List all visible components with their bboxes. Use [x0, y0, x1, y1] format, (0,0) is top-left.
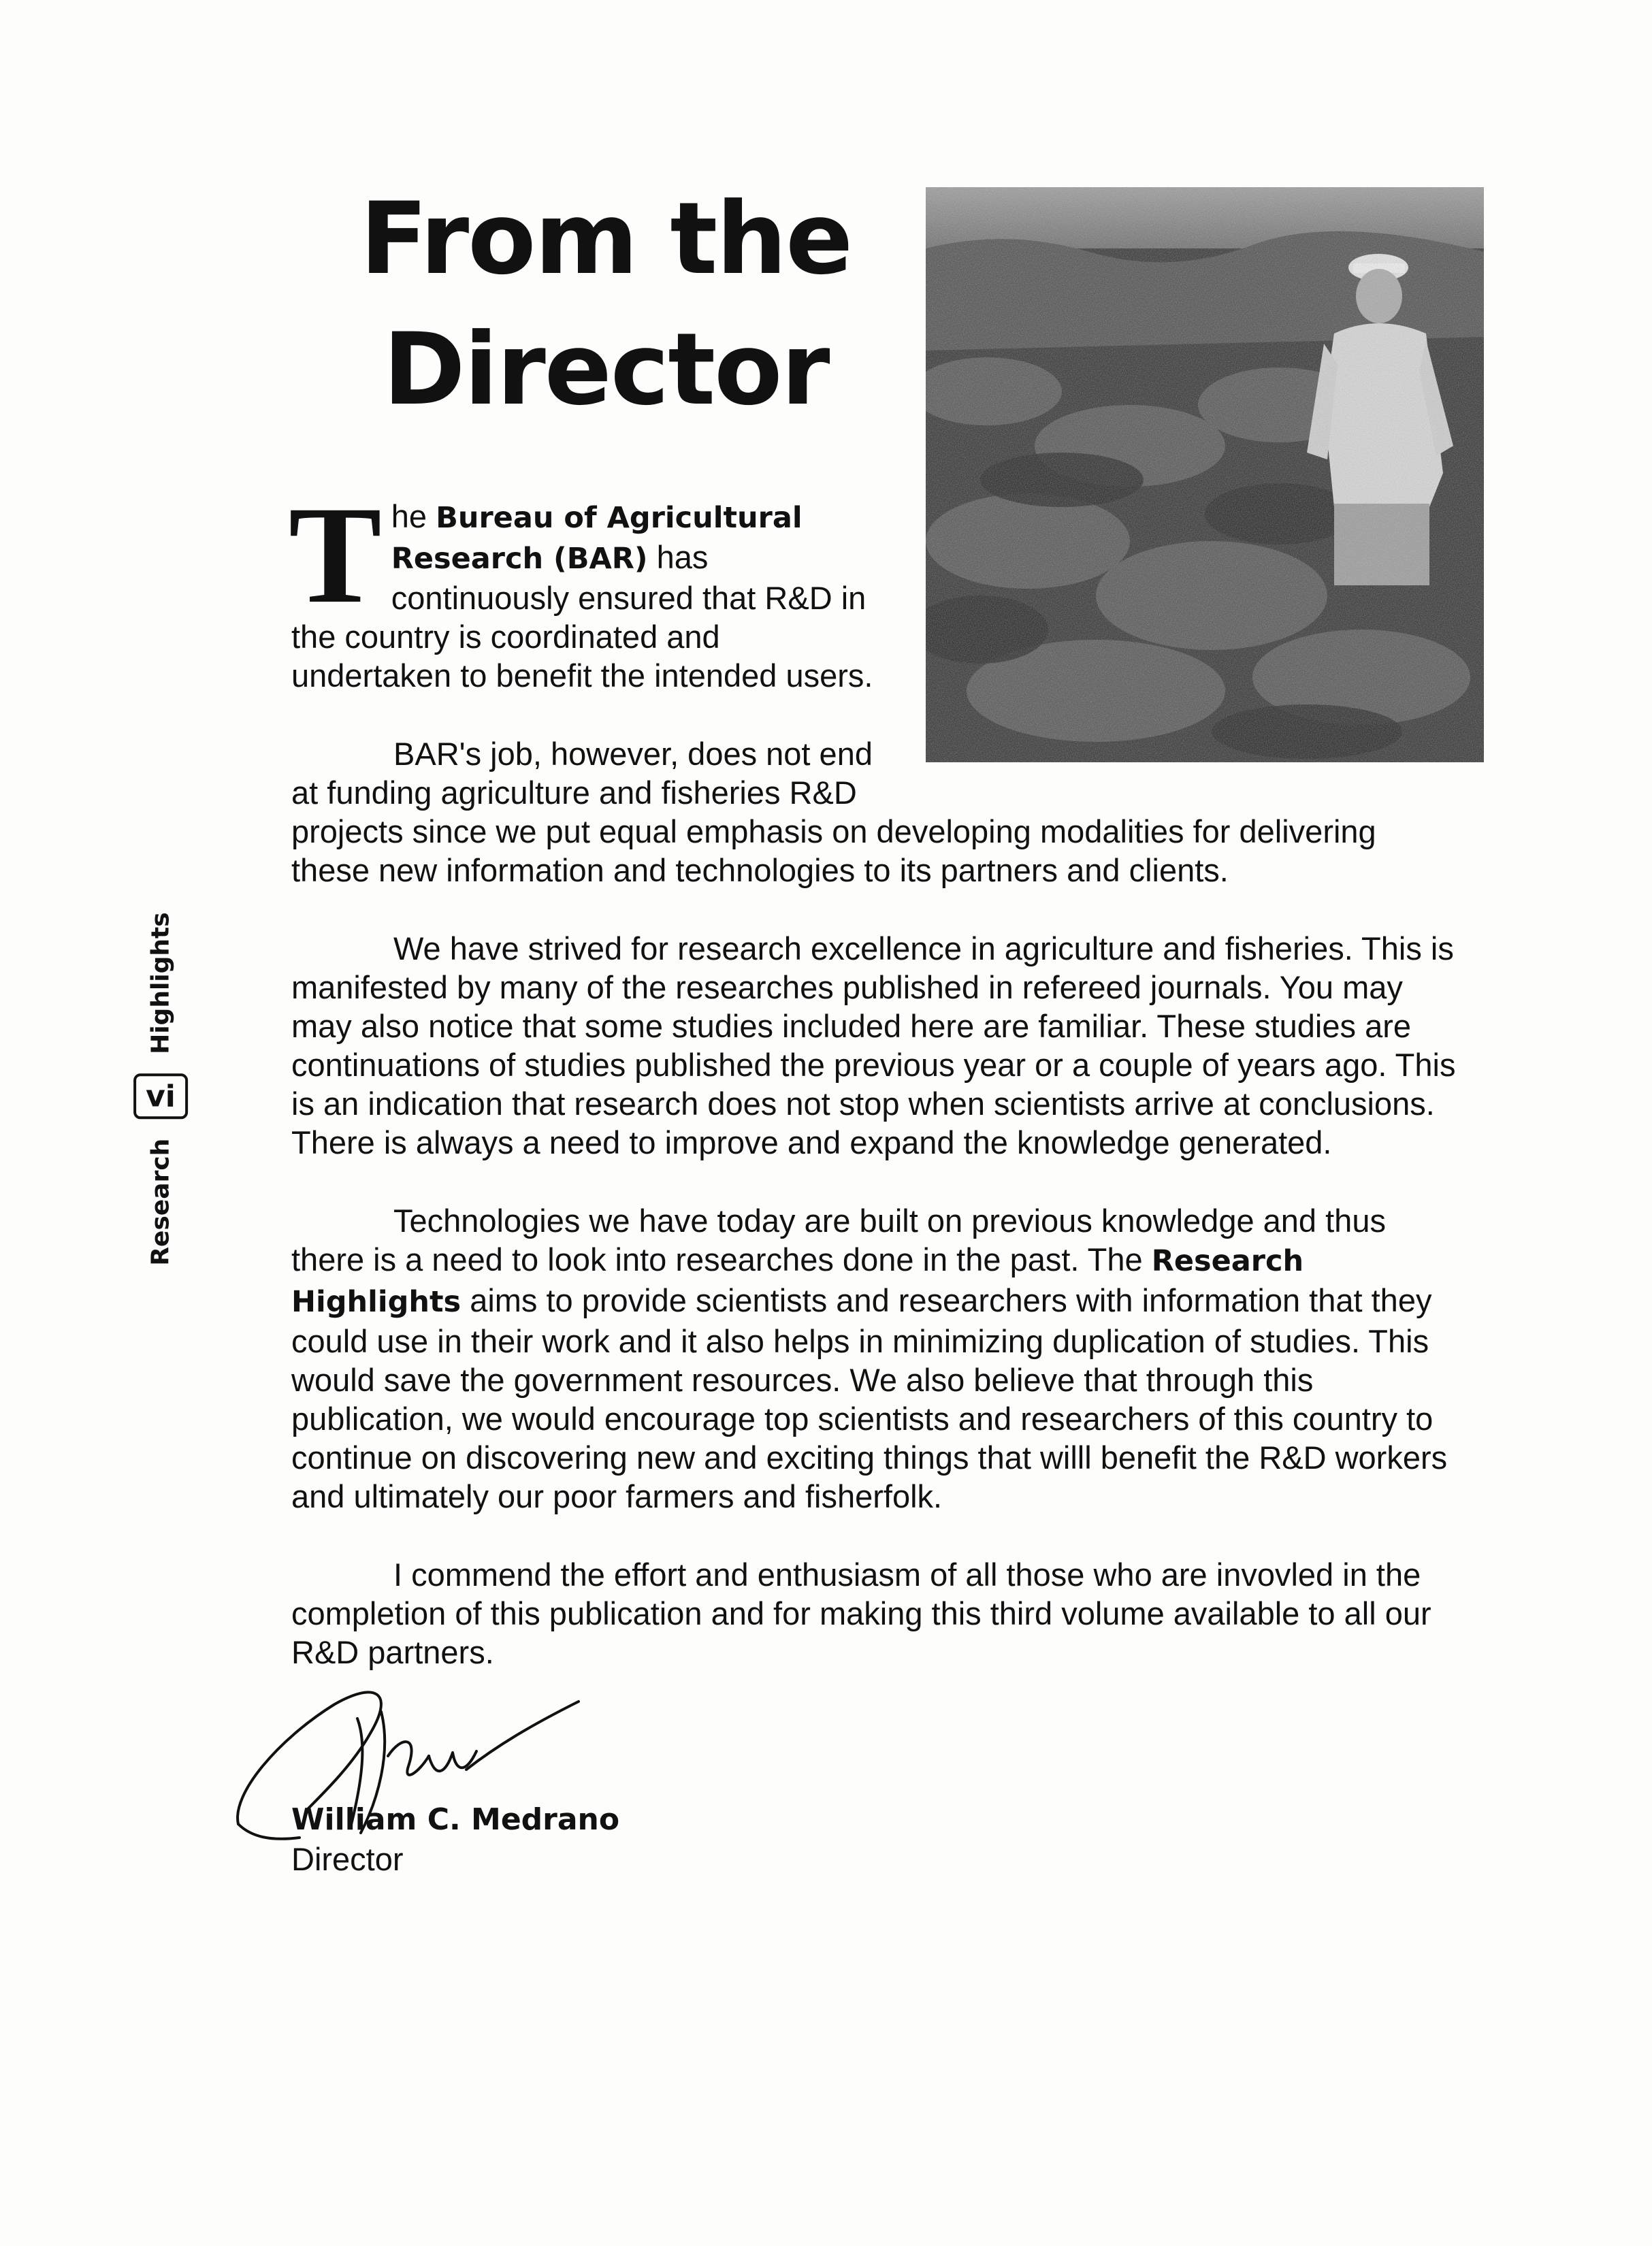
- bureau-name: Bureau of Agricultural Research (BAR): [391, 501, 803, 576]
- running-head-sidebar: [120, 898, 201, 1280]
- page-number: vi: [133, 1073, 188, 1119]
- paragraph-4: [291, 1201, 1462, 1516]
- running-head-research: Research: [146, 1138, 175, 1266]
- paragraph-4-end: aims to provide scientists and researchers with information that they could use in their work and it also helps in minimizing duplication of studies. This would save the government resources. We also believe that through this publication, we would encourage top scientists and researchers of this country to continue on discovering new and exciting things that willl benefit the R&D workers and ultimately our poor farmers and fisherfolk.: [291, 1282, 1448, 1514]
- paragraph-2: [291, 734, 1462, 890]
- page-title-line-2: Director: [383, 312, 829, 427]
- signer-role: Director: [291, 1841, 404, 1877]
- drop-cap: T: [289, 478, 382, 632]
- paragraph-3: We have strived for research excellence in agriculture and fisheries. This is manifested by many of the researches published in refereed journals. You may may also notice that some studies included here are familiar. These studies are continuations of studies published the previous year or a couple of years ago. This is an indication that research does not stop when scientists arrive at conclusions. There is always a need to improve and expand the knowledge generated.: [291, 930, 1456, 1160]
- paragraph-5: I commend the effort and enthusiasm of all those who are invovled in the completion of this publication and for making this third volume available to all our R&D partners.: [291, 1557, 1431, 1670]
- paragraph-2-end: projects since we put equal emphasis on developing modalities for delivering these new information and technologies to its partners and clients.: [291, 813, 1376, 888]
- intro-paragraph: [289, 478, 884, 695]
- page-title: [334, 174, 878, 435]
- publication-name: Research Highlights: [291, 1244, 1304, 1319]
- page-title-line-1: From the: [359, 181, 852, 297]
- paragraph-4-start: Technologies we have today are built on previous knowledge and thus there is a need to look into researches done in the past. The: [291, 1203, 1386, 1277]
- letter-body: [289, 478, 1462, 1711]
- running-head-highlights: Highlights: [146, 912, 175, 1054]
- intro-text-start: he: [391, 498, 436, 534]
- signer-block: [291, 1800, 619, 1879]
- paragraph-2-start: BAR's job, however, does not end at funding agriculture and fisheries R&D: [291, 736, 873, 811]
- intro-text-end: has continuously ensured that R&D in the country is coordinated and undertaken to benefit the intended users.: [291, 539, 873, 694]
- signer-name: William C. Medrano: [291, 1802, 620, 1837]
